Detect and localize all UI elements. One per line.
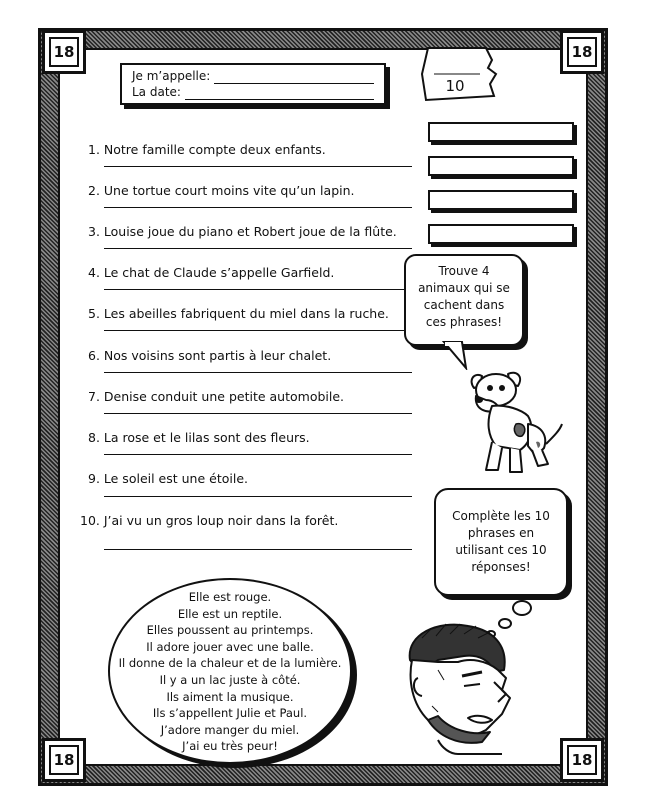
page-number-top-right: 18 bbox=[560, 30, 604, 74]
animal-answer-box-4[interactable] bbox=[428, 224, 574, 244]
answer-line-1[interactable] bbox=[104, 166, 412, 167]
answer-line-8[interactable] bbox=[104, 454, 412, 455]
answer-line-5[interactable] bbox=[104, 330, 412, 331]
animal-answer-box-1[interactable] bbox=[428, 122, 574, 142]
name-date-box bbox=[120, 63, 386, 105]
answer-line-7[interactable] bbox=[104, 413, 412, 414]
speech-bubble-find-animals: Trouve 4 animaux qui se cachent dans ces phrases! bbox=[404, 254, 524, 346]
date-line[interactable]: La date: bbox=[132, 84, 374, 100]
sentence-5: 5. Les abeilles fabriquent du miel dans la ruche. bbox=[88, 306, 389, 321]
page-number-bottom-left: 18 bbox=[42, 738, 86, 782]
answer-option: Ils s’appellent Julie et Paul. bbox=[152, 706, 308, 721]
answer-line-10[interactable] bbox=[104, 549, 412, 550]
page-number-bottom-right: 18 bbox=[560, 738, 604, 782]
answer-option: Elles poussent au printemps. bbox=[146, 623, 314, 638]
thought-bubble-large bbox=[512, 600, 532, 616]
answer-option: Elle est rouge. bbox=[188, 590, 272, 604]
answer-option: Elle est un reptile. bbox=[177, 606, 283, 621]
sentence-2: 2. Une tortue court moins vite qu’un lapin. bbox=[88, 183, 355, 198]
score-badge-shape bbox=[420, 44, 500, 104]
page-number-top-left: 18 bbox=[42, 30, 86, 74]
thinking-man-illustration bbox=[398, 620, 548, 756]
sentence-9: 9. Le soleil est une étoile. bbox=[88, 471, 248, 486]
score-total: 10 bbox=[445, 77, 465, 95]
score-badge bbox=[420, 44, 500, 104]
sentence-8: 8. La rose et le lilas sont des fleurs. bbox=[88, 430, 310, 445]
answer-line-9[interactable] bbox=[104, 496, 412, 497]
animal-answer-box-3[interactable] bbox=[428, 190, 574, 210]
answers-ellipse bbox=[108, 578, 352, 764]
answer-line-6[interactable] bbox=[104, 372, 412, 373]
dog-illustration bbox=[462, 366, 572, 478]
sentence-1: 1. Notre famille compte deux enfants. bbox=[88, 142, 326, 157]
answer-option: Ils aiment la musique. bbox=[166, 689, 294, 704]
sentence-10: 10. J’ai vu un gros loup noir dans la forêt. bbox=[80, 513, 339, 528]
sentence-3: 3. Louise joue du piano et Robert joue de la flûte. bbox=[88, 224, 397, 239]
speech-bubble-complete: Complète les 10 phrases en utilisant ces 10 réponses! bbox=[434, 488, 568, 596]
answer-option: Il y a un lac juste à côté. bbox=[159, 672, 301, 687]
answer-option: Il adore jouer avec une balle. bbox=[146, 639, 314, 654]
answer-line-3[interactable] bbox=[104, 248, 412, 249]
sentence-6: 6. Nos voisins sont partis à leur chalet. bbox=[88, 348, 332, 363]
answer-line-2[interactable] bbox=[104, 207, 412, 208]
animal-answer-box-2[interactable] bbox=[428, 156, 574, 176]
answer-option: J’ai eu très peur! bbox=[182, 739, 278, 754]
answer-option: Il donne de la chaleur et de la lumière. bbox=[118, 656, 342, 671]
name-line[interactable]: Je m’appelle: bbox=[132, 68, 374, 84]
answer-line-4[interactable] bbox=[104, 289, 412, 290]
sentence-4: 4. Le chat de Claude s’appelle Garfield. bbox=[88, 265, 335, 280]
answer-option: J’adore manger du miel. bbox=[160, 722, 300, 737]
sentence-7: 7. Denise conduit une petite automobile. bbox=[88, 389, 345, 404]
